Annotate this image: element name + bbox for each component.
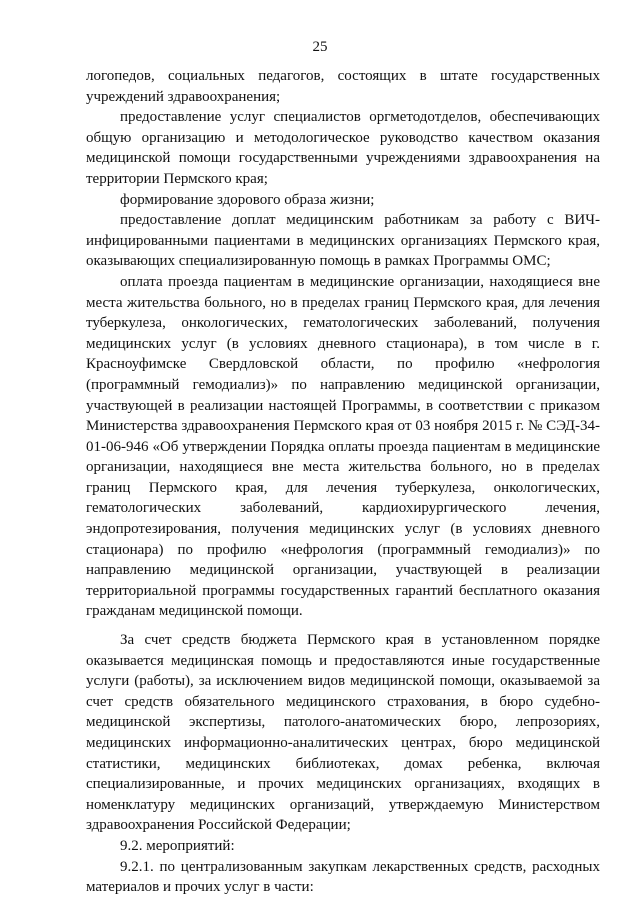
paragraph-travel-payment: оплата проезда пациентам в медицинские организации, находящиеся вне места жительства больного, но в пределах границ Пермского края, для лечения туберкулеза, онкологических, гематологических заболеваний, получения медицинских услуг (в условиях дневного стационара), в том числе в г. Красноуфимске Свердловской области, по профилю «нефрология (программный гемодиализ)» по направлению медицинской организации, участвующей в реализации настоящей Программы, в соответствии с приказом Министерства здравоохранения Пермского края от 03 ноября 2015 г. № СЭД-34-01-06-946 «Об утверждении Порядка оплаты проезда пациентам в медицинские организации, находящиеся вне места жительства больного, но в пределах границ Пермского края, для лечения туберкулеза, онкологических, гематологических заболеваний, кардиохирургического лечения, эндопротезирования, получения медицинских услуг (в условиях дневного стационара) по профилю «нефрология (программный гемодиализ)» по направлению медицинской организации, участвующей в реализации территориальной программы государственных гарантий бесплатного оказания гражданам медицинской помощи. xyxy=(86,273,600,620)
paragraph-section-9-2-1: 9.2.1. по централизованным закупкам лекарственных средств, расходных материалов и прочих услуг в части: xyxy=(86,858,600,896)
paragraph-speech-therapists: логопедов, социальных педагогов, состоящих в штате государственных учреждений здравоохранения; xyxy=(86,68,600,105)
paragraph-hiv-payments: предоставление доплат медицинским работникам за работу с ВИЧ-инфицированными пациентами в медицинских организациях Пермского края, оказывающих специализированную помощь в рамках Программы ОМС; xyxy=(86,212,600,270)
paragraph-regional-budget: За счет средств бюджета Пермского края в установленном порядке оказывается медицинская помощь и предоставляются иные государственные услуги (работы), за исключением видов медицинской помощи, оказываемой за счет средств обязательного медицинского страхования, в бюро судебно-медицинской экспертизы, патолого-анатомических бюро, лепрозориях, медицинских информационно-аналитических центрах, бюро медицинской статистики, медицинских библиотеках, домах ребенка, включая специализированные, и прочих медицинских организациях, входящих в номенклатуру медицинских организаций, утверждаемую Министерством здравоохранения Российской Федерации; xyxy=(86,632,600,834)
document-body xyxy=(86,66,600,898)
paragraph-healthy-lifestyle: формирование здорового образа жизни; xyxy=(120,191,375,208)
page-number: 25 xyxy=(312,39,328,55)
paragraph-section-9-2: 9.2. мероприятий: xyxy=(120,837,235,854)
paragraph-org-method-services: предоставление услуг специалистов оргметодотделов, обеспечивающих общую организацию и методологическое руководство качеством оказания медицинской помощи государственными учреждениями здравоохранения на территории Пермского края; xyxy=(86,109,600,187)
